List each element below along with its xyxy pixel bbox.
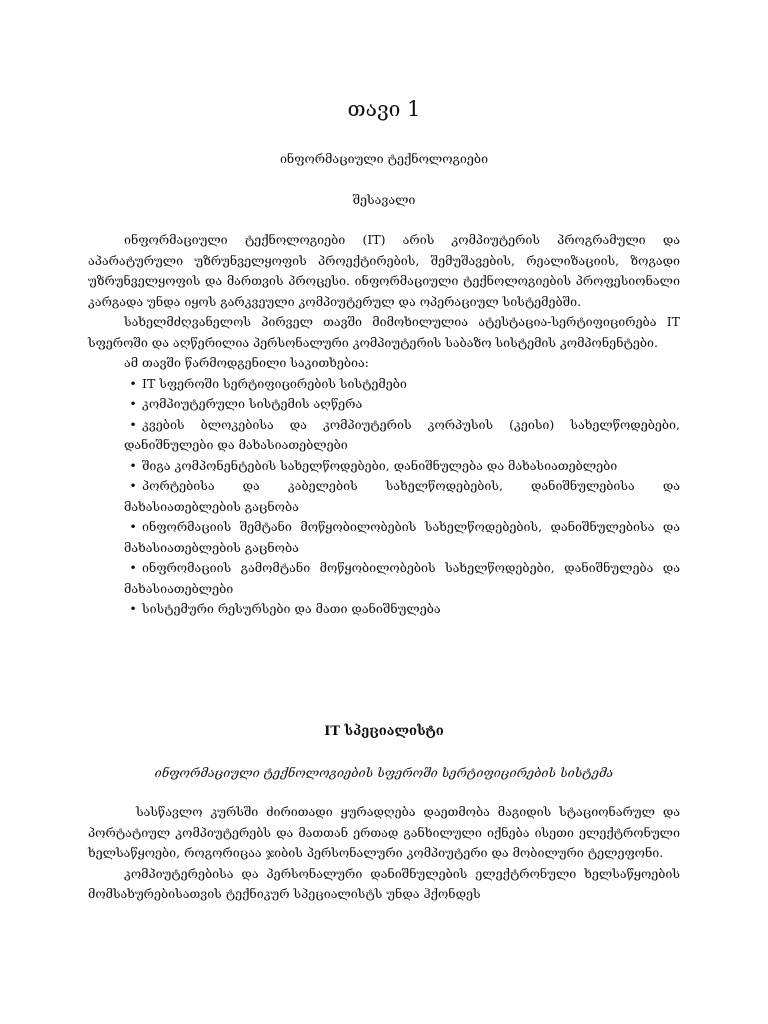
intro-paragraph-2: სახელმძღვანელოს პირველ თავში მიმოხილულია ატესტაცია-სერტიფიცირება IT სფეროში და აღწერილია პერსონალური კომპიუტერის საბაზო სისტემის კომპონენტები.: [88, 314, 680, 350]
intro-heading: შესავალი: [352, 192, 416, 207]
topics-list: [88, 374, 680, 620]
list-item: • ინფრომაციის გამომტანი მოწყობილობების სახელწოდებები, დანიშნულება და მახასიათებლები: [124, 558, 680, 599]
intro-body: [88, 230, 680, 620]
list-item: • ინფორმაციის შემტანი მოწყობილობების სახელწოდებების, დანიშნულებისა და მახასიათებლების გაცნობა: [124, 517, 680, 558]
intro-paragraph-1: ინფორმაციული ტექნოლოგიები (IT) არის კომპიუტერის პროგრამული და აპარატურული უზრუნველყოფის პროექტირების, შემუშავების, რეალიზაციის, ზოგადი უზრუნველყოფის და მართვის პროცესი. ინფორმაციული ტექნოლოგიების პროფესიონალი კარგადა უნდა იყოს გარკვეული კომპიუტერულ და ოპერაციულ სისტემებში.: [88, 232, 680, 309]
list-item: • პორტებისა და კაბელების სახელწოდებების, დანიშნულებისა და მახასიათებლების გაცნობა: [124, 476, 680, 517]
list-item: • კვების ბლოკებისა და კომპიუტერის კორპუსის (კეისი) სახელწოდებები, დანიშნულები და მახასიათებლები: [124, 415, 680, 456]
section-paragraph-1: სასწავლო კურსში ძირითადი ყურადღება დაეთმობა მაგიდის სტაციონარულ და პორტატიულ კომპიუტერებს და მათთან ერთად განხილული იქნება ისეთი ელექტრონული ხელსაწყოები, როგორიცაა ჯიბის პერსონალური კომპიუტერი და მობილური ტელეფონი.: [88, 804, 680, 860]
section-body: [88, 802, 680, 905]
section-paragraph-2: კომპიუტერებისა და პერსონალური დანიშნულების ელექტრონული ხელსაწყოების მომსახურებისათვის ტექნიკურ სპეციალისტს უნდა ჰქონდეს: [88, 865, 680, 901]
chapter-subtitle: ინფორმაციული ტექნოლოგიები: [279, 151, 489, 166]
chapter-title: თავი 1: [347, 97, 421, 121]
list-item: • IT სფეროში სერტიფიცირების სისტემები: [124, 374, 680, 395]
section-heading: IT სპეციალისტი: [324, 724, 444, 739]
list-item: • შიგა კომპონენტების სახელწოდებები, დანიშნულება და მახასიათებლები: [124, 456, 680, 477]
list-item: • კომპიუტერული სისტემის აღწერა: [124, 394, 680, 415]
topics-intro: ამ თავში წარმოდგენილი საკითხებია:: [124, 355, 369, 370]
section-subheading: ინფორმაციული ტექნოლოგიების სფეროში სერტიფიცირების სისტემა: [154, 765, 614, 780]
list-item: • სისტემური რესურსები და მათი დანიშნულება: [124, 599, 680, 620]
